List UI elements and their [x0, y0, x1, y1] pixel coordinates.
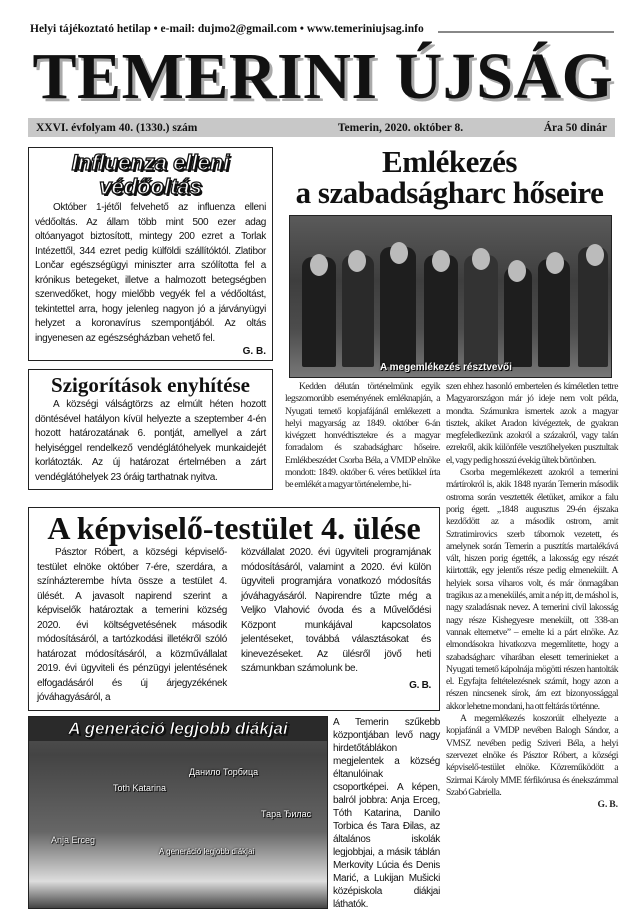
article-body: A Temerin szűkebb központjában levő nagy hirdetőtáblákon megjelentek a község éltanulóinak csoportképei. A képen, balról jobbra: Anja Erceg, Tóth Katarina, Danilo Torbica és Tara Đilas, az általános iskolák legjobbjai, a másik táblán Merkovity Lúcia és Denis Marić, a Lukijan Mušicki középiskola diákjai láthatók. — [333, 716, 440, 910]
generacio-photo — [28, 716, 328, 909]
article-szigoritasok — [28, 369, 273, 490]
article-body: Kedden délután történelmünk egyik legszomorúbb eseményének emléknapján, a Nyugati temető kopjafájánál emlékezett a helyi magyarság az 1849. október 6-án kivégzett honvédtisztekre és a magyar forradalom és szabadságharc hőseire. Emlékbeszédet Csorba Béla, a VMDP elnöke mondott: 1849. október 6. véres betűkkel írta be emlékét a magyar történelembe, hi- — [285, 381, 440, 491]
photo-caption: A megemlékezés résztvevői — [380, 362, 512, 373]
article-signature: G. B. — [409, 679, 431, 691]
article-kepviselo — [28, 507, 440, 711]
left-column — [28, 147, 273, 499]
header-rule — [438, 31, 614, 33]
article-body: Pásztor Róbert, a községi képviselő-testület elnöke október 7-ére, szerdára, a színházterembe hívta össze a testület 4. ülését. A javasolt napirend szerint a képviselők határoztak a temerini község 2020. évi költségvetésének második módosításáról, a tartózkodási illetékről szóló határozat módosításáról, a közművállalat 2019. évi ügyviteli és pénzügyi jelentésének elfogadásáról és új árjegyzékének jóváhagyásáról, a — [37, 547, 227, 703]
poster-name: Anja Erceg — [51, 834, 96, 845]
article-body: Csorba megemlékezett azokról a temerini mártírokról is, akik 1848 nyarán Temerin második ostroma során vesztették életüket, amikor a falu porig égett. „1848 augusztus 29-én éjszaka kezdődött az a második ostrom, amit Sztratimirovics szerb tábornok vezetett, és amelynek során Temerin a pusztítás martalékává vált, hiszen porig égették, a lakosság egy részét kiirtották, egy jelentős része pedig elmenekült. A helyiek sorsa viharos volt, és már önmagában tragikus az a menekülés, amit a nép itt, de máshol is, nagy szaladásnak nevez. A temerini civil lakosság nagy része Kishegyesre menekült, ott 338-an vannak eltemetve” – emelte ki a párt elnöke. Az elmondásokra hivatkozva megemlítette, hogy a szabadságharc viharában elesett temerinieket a Nyugati temető kápolnája mögötti részen hantolták el. Egyfajta feltételezésnek számít, hogy azon a részen nincsenek sírok, ám ezt bizonyossággal akkor lehetne mondani, ha ott feltárás történne. — [446, 467, 618, 712]
poster-subtitle: A generáció legjobb diákjai — [159, 846, 255, 856]
issue-number: XXVI. évfolyam 40. (1330.) szám — [36, 121, 198, 134]
article-body: A községi válságtörzs az elmúlt héten hozott döntésével hatályon kívül helyezte a szeptember 4-én hozott határozatának 6. pontját, amellyel a zárt helyiséggel rendelkező vendéglátóhelyek munkaidejét korlátozták. Az új határozat értelmében a zárt vendéglátóhelyek 23 óráig tarthatnak nyitva. — [35, 399, 266, 483]
article-body: közvállalat 2020. évi ügyviteli programjának módosításáról, valamint a 2020. évi külön ügyviteli programjára vonatkozó módosítás jóváhagyásáról. Napirendre tűzte még a Veljko Vlahović óvoda és a Művelődési Központ munkájával kapcsolatos jelentéseket, továbbá választásokat és kinevezéseket. Az ülésről jövő heti számunkban számolunk be. — [241, 547, 431, 674]
title-line: Emlékezés — [382, 144, 517, 179]
poster-name: Данило Торбица — [189, 766, 259, 777]
generacio-body — [333, 716, 440, 911]
article-body: szen ehhez hasonló embertelen és kíméletlen tettre Magyarországon már jó ideje nem volt példa, mondta. Számunkra ismertek azok a magyar tisztek, akiket Aradon kivégeztek, de gyakran megfeledkezünk azokról a százakról, vagy talán ezrekről, akik különféle vesztőhelyeken pusztultak el, vagy pedig hosszú évekig ültek börtönben. — [446, 381, 618, 466]
issue-date: Temerin, 2020. október 8. — [337, 121, 464, 134]
article-influenza — [28, 147, 273, 361]
article-body: A megemlékezés koszorúit elhelyezte a kopjafánál a VMDP nevében Balogh Sándor, a VMSZ nevében pedig Sziveri Béla, a helyi szervezet elnöke és Pásztor Róbert, a községi képviselő-testület elnöke. Közreműködött a Szirmai Károly MME férfikórusa és énekszámmal Szabó Gabriella. — [446, 713, 618, 798]
issue-bar — [28, 118, 615, 137]
article-signature: G. B. — [242, 346, 266, 357]
title-line: a szabadságharc hőseire — [295, 175, 604, 210]
masthead-title: TEMERINI ÚJSÁG — [32, 40, 614, 113]
article-title: A képviselő-testület 4. ülése — [47, 510, 421, 546]
poster-name: Тара Ђилас — [261, 808, 312, 819]
emlekezes-photo — [289, 215, 612, 378]
article-emlekezes-title — [282, 146, 617, 208]
article-body: Október 1-jétől felvehető az influenza elleni védőoltás. Az állam több mint 500 ezer adag oltóanyagot biztosított, mintegy 200 ezret a Torlak Intézettől, 344 ezret pedig külföldi szállítóktól. Zlatibor Lončar egészségügyi miniszter arra szólította fel a krónikus betegeket, illetve a halmozott betegségben szenvedőket, hogy mielőbb vegyék fel a védőoltást, tekintettel arra, hogy jelenleg nagyon jó a járványügyi helyzet a koronavírus szempontjából. Az oltás ingyenesen az egészségházban vehető fel. — [35, 202, 266, 344]
tagline: Helyi tájékoztató hetilap • e-mail: dujmo2@gmail.com • www.temeriniujsag.info — [30, 23, 424, 35]
emlekezes-col1 — [285, 381, 440, 492]
poster-name: Toth Katarina — [113, 782, 167, 793]
article-title: A generáció legjobb diákjai — [29, 717, 327, 741]
emlekezes-col2 — [446, 381, 618, 811]
issue-price: Ára 50 dinár — [543, 121, 607, 134]
article-title: Szigorítások enyhítése — [51, 373, 250, 397]
article-signature: G. B. — [597, 799, 618, 811]
article-title: Influenza elleni védőoltás — [71, 150, 230, 199]
generacio-row — [28, 716, 440, 911]
